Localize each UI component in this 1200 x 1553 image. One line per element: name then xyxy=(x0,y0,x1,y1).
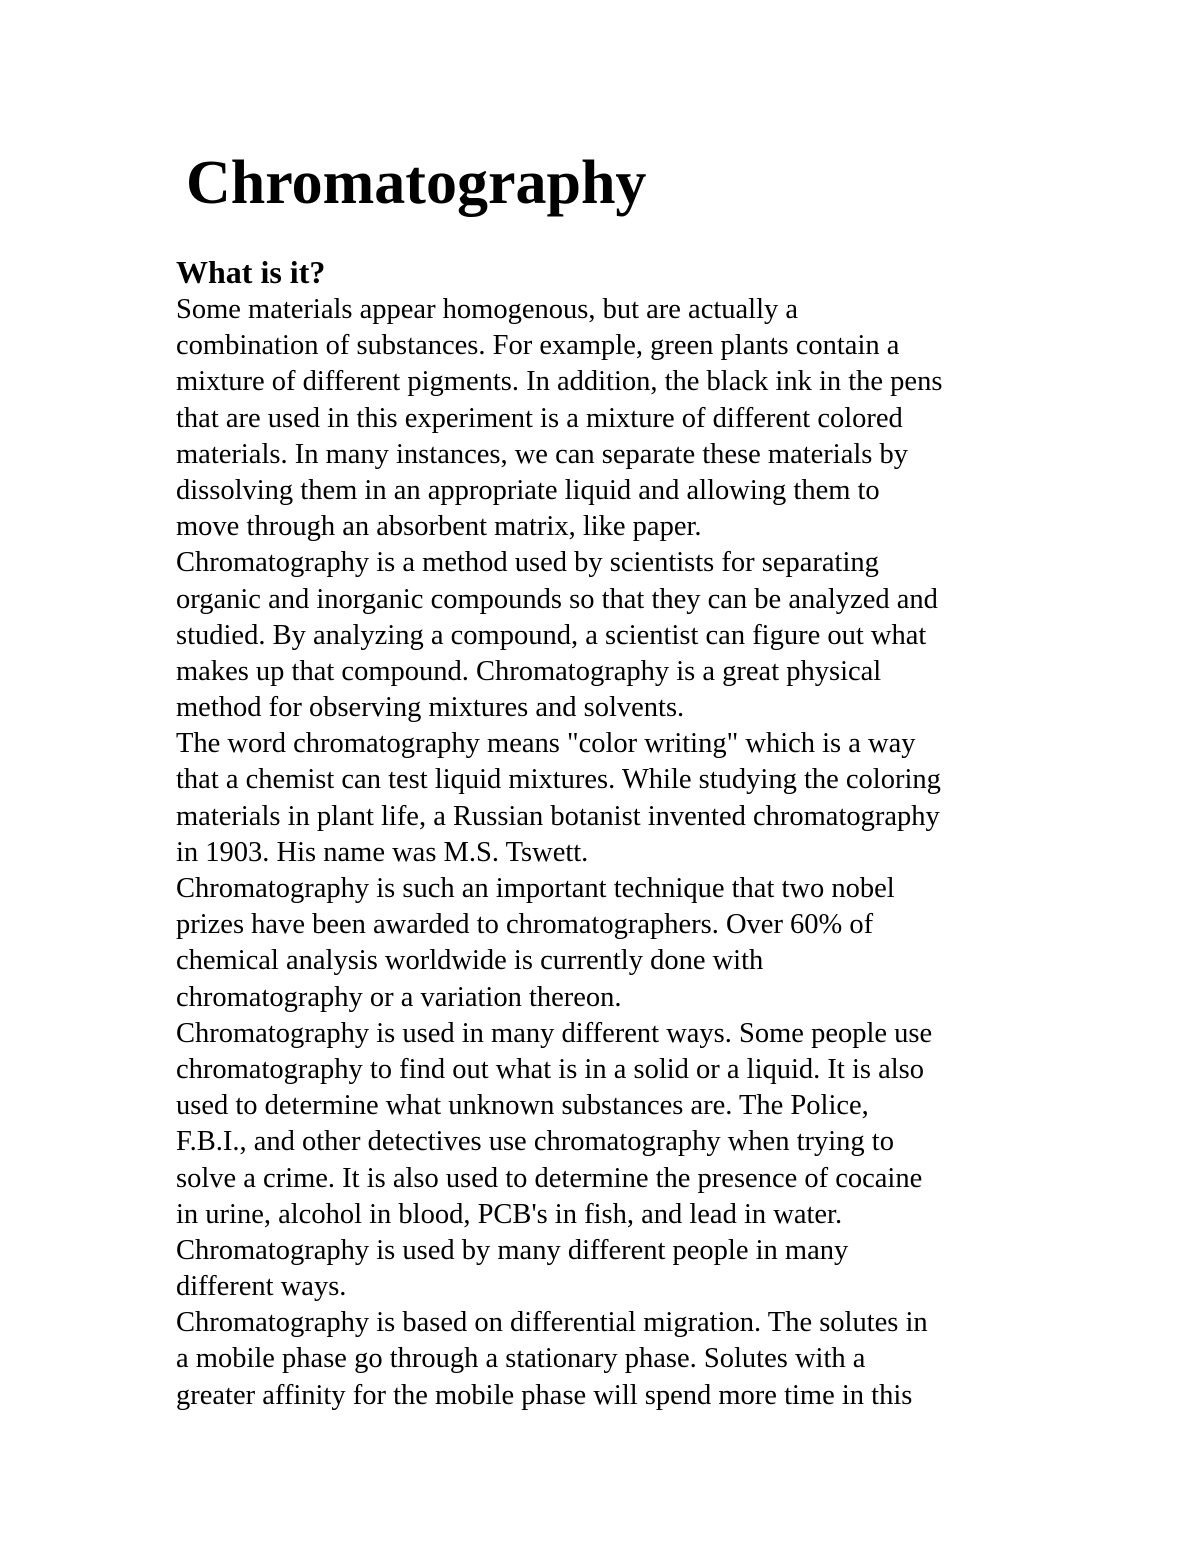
page-title: Chromatography xyxy=(186,149,647,217)
text-line: move through an absorbent matrix, like paper. xyxy=(176,511,702,543)
text-line: materials. In many instances, we can separate these materials by xyxy=(176,438,908,470)
text-line: in 1903. His name was M.S. Tswett. xyxy=(176,836,589,868)
text-line: different ways. xyxy=(176,1271,347,1303)
text-line: greater affinity for the mobile phase will spend more time in this xyxy=(176,1379,913,1411)
text-line: chromatography to find out what is in a solid or a liquid. It is also xyxy=(176,1053,925,1085)
text-line: chromatography or a variation thereon. xyxy=(176,981,622,1013)
text-line: materials in plant life, a Russian botanist invented chromatography xyxy=(176,800,940,832)
text-line: dissolving them in an appropriate liquid and allowing them to xyxy=(176,474,880,506)
text-line: that are used in this experiment is a mixture of different colored xyxy=(176,402,903,434)
text-line: Some materials appear homogenous, but are actually a xyxy=(176,294,799,325)
text-line: chemical analysis worldwide is currently done with xyxy=(176,945,764,977)
text-line: makes up that compound. Chromatography is a great physical xyxy=(176,655,882,687)
text-line: combination of substances. For example, green plants contain a xyxy=(176,330,900,362)
text-line: Chromatography is based on differential migration. The solutes in xyxy=(176,1307,928,1339)
text-line: Chromatography is used by many different people in many xyxy=(176,1234,849,1266)
text-line: studied. By analyzing a compound, a scientist can figure out what xyxy=(176,619,927,651)
text-line: prizes have been awarded to chromatographers. Over 60% of xyxy=(176,909,874,941)
text-line: Chromatography is used in many different ways. Some people use xyxy=(176,1017,933,1049)
text-line: F.B.I., and other detectives use chromatography when trying to xyxy=(176,1126,894,1158)
text-line: used to determine what unknown substances are. The Police, xyxy=(176,1090,869,1122)
text-line: Chromatography is a method used by scientists for separating xyxy=(176,547,879,579)
text-line: Chromatography is such an important technique that two nobel xyxy=(176,873,895,904)
text-line: in urine, alcohol in blood, PCB's in fish, and lead in water. xyxy=(176,1198,843,1230)
text-line: that a chemist can test liquid mixtures. While studying the coloring xyxy=(176,764,941,796)
text-line: solve a crime. It is also used to determine the presence of cocaine xyxy=(176,1162,923,1194)
body-text xyxy=(176,292,1176,1414)
text-line: a mobile phase go through a stationary phase. Solutes with a xyxy=(176,1343,866,1375)
text-line: organic and inorganic compounds so that they can be analyzed and xyxy=(176,583,938,615)
text-line: The word chromatography means "color writing" which is a way xyxy=(176,728,916,760)
section-heading: What is it? xyxy=(176,254,326,290)
text-line: method for observing mixtures and solvents. xyxy=(176,692,685,724)
text-line: mixture of different pigments. In addition, the black ink in the pens xyxy=(176,366,943,398)
